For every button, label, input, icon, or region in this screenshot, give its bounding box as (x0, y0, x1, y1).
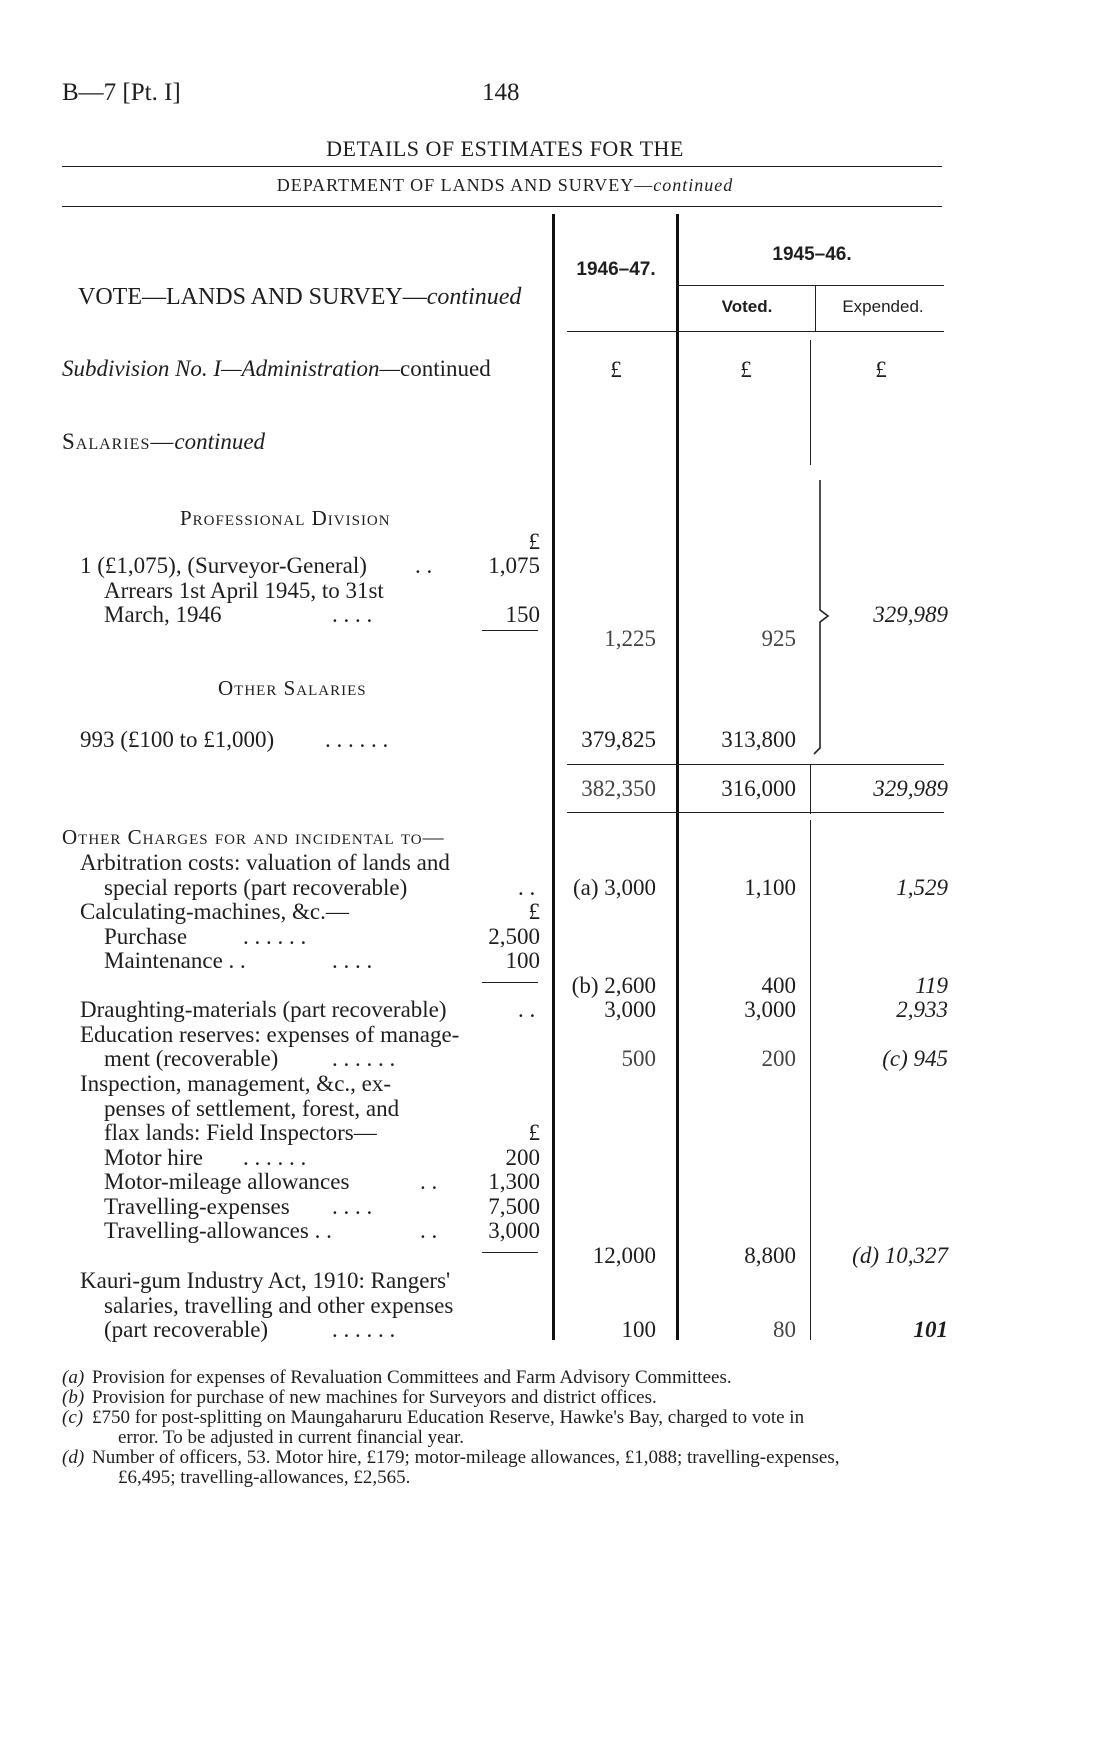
surveyor-general-line: 1 (£1,075), (Surveyor-General) (80, 553, 367, 578)
professional-voted: 925 (761, 626, 796, 651)
surveyor-general-dots: . . (415, 553, 433, 578)
vote-heading (78, 285, 521, 309)
subdivision-heading (62, 357, 491, 380)
kauri-gum-line-3: (part recoverable) (104, 1317, 269, 1342)
other-salaries-dots: . . . . . . (325, 727, 389, 752)
calculating-voted: 400 (761, 973, 796, 998)
inspection-line-2: penses of settlement, forest, and (104, 1096, 400, 1121)
arrears-line: Arrears 1st April 1945, to 31st (104, 578, 384, 603)
motor-hire-label: Motor hire (104, 1145, 204, 1170)
calculating-machines-heading: Calculating-machines, &c.— (80, 899, 349, 924)
kauri-gum-dots: . . . . . . (332, 1317, 396, 1342)
purchase-dots: . . . . . . (243, 924, 307, 949)
inspection-1946: 12,000 (592, 1243, 656, 1268)
salaries-total-expended: 329,989 (873, 776, 948, 801)
arrears-date: March, 1946 (104, 602, 222, 627)
inspection-line-3: flax lands: Field Inspectors— (104, 1120, 377, 1145)
inspection-expended: (d) 10,327 (852, 1243, 948, 1268)
travelling-allowances-label: Travelling-allowances . . (104, 1218, 332, 1243)
page-title: DETAILS OF ESTIMATES FOR THE (326, 136, 684, 161)
subtitle-main: DEPARTMENT OF LANDS AND SURVEY— (276, 175, 654, 195)
subtitle-continued: continued (653, 175, 734, 195)
kauri-gum-1946: 100 (621, 1317, 656, 1342)
title-rule (62, 166, 942, 167)
salaries-total-voted: 316,000 (721, 776, 796, 801)
footnote-c-text-2: error. To be adjusted in current financial year. (118, 1427, 464, 1448)
education-1946: 500 (621, 1046, 656, 1071)
page-number: 148 (482, 79, 520, 106)
vote-heading-main: VOTE—LANDS AND SURVEY— (78, 284, 427, 310)
surveyor-general-amount: 1,075 (488, 553, 540, 578)
footnote-c-mark: (c) (62, 1407, 84, 1428)
draughting-expended: 2,933 (896, 997, 948, 1022)
pound-expended: £ (875, 357, 887, 382)
column-1945-46: 1945–46. (772, 244, 852, 265)
footnote-d-text-2: £6,495; travelling-allowances, £2,565. (118, 1467, 411, 1488)
arbitration-voted: 1,100 (744, 875, 796, 900)
kauri-gum-line-1: Kauri-gum Industry Act, 1910: Rangers' (80, 1268, 451, 1293)
travelling-expenses-label: Travelling-expenses (104, 1194, 290, 1219)
other-salaries-heading: Other Salaries (218, 676, 367, 700)
other-charges-heading: Other Charges for and incidental to— (62, 825, 445, 849)
column-rule-voted-head (815, 286, 816, 332)
other-salaries-1946: 379,825 (581, 727, 656, 752)
pound-1946: £ (610, 357, 622, 382)
inspection-subtotal-rule (482, 1252, 538, 1253)
travelling-allowances-amount: 3,000 (488, 1218, 540, 1243)
motor-mileage-dots: . . (420, 1169, 438, 1194)
inspection-pound: £ (528, 1120, 540, 1145)
column-rule-voted-total (810, 764, 811, 814)
arbitration-1946: (a) 3,000 (572, 875, 656, 900)
maintenance-label: Maintenance . . (104, 948, 246, 973)
page-subtitle (0, 176, 1010, 194)
draughting-dots: . . (518, 997, 536, 1022)
motor-mileage-amount: 1,300 (488, 1169, 540, 1194)
professional-pound: £ (528, 529, 540, 554)
subdivision-name: Subdivision No. I—Administration— (62, 356, 400, 381)
travelling-expenses-amount: 7,500 (488, 1194, 540, 1219)
footnote-c-text-1: £750 for post-splitting on Maungaharuru Education Reserve, Hawke's Bay, charged to vote in (92, 1407, 805, 1428)
rule-total-bottom (567, 812, 944, 813)
subdivision-continued: continued (400, 356, 491, 381)
motor-hire-dots: . . . . . . (243, 1145, 307, 1170)
salaries-label: Salaries— (62, 429, 175, 454)
arbitration-line-1: Arbitration costs: valuation of lands and (80, 850, 450, 875)
education-line-2: ment (recoverable) (104, 1046, 279, 1071)
arrears-dots: . . . . (332, 602, 373, 627)
education-expended: (c) 945 (882, 1046, 948, 1071)
rule-1945-head (678, 285, 944, 286)
pound-voted: £ (740, 357, 752, 382)
motor-hire-amount: 200 (505, 1145, 540, 1170)
other-salaries-line: 993 (£100 to £1,000) (80, 727, 275, 752)
footnote-d-mark: (d) (62, 1447, 85, 1468)
travelling-allowances-dots: . . (420, 1218, 438, 1243)
column-rule-voted-lower (810, 820, 811, 1340)
maintenance-dots: . . . . (332, 948, 373, 973)
calculating-expended: 119 (915, 973, 948, 998)
calculating-pound: £ (528, 899, 540, 924)
calculating-1946: (b) 2,600 (571, 973, 656, 998)
arbitration-dots: . . (518, 875, 536, 900)
kauri-gum-line-2: salaries, travelling and other expenses (104, 1293, 454, 1318)
kauri-gum-expended: 101 (913, 1317, 948, 1342)
salaries-total-1946: 382,350 (581, 776, 656, 801)
education-line-1: Education reserves: expenses of manage- (80, 1022, 460, 1047)
professional-division-heading: Professional Division (180, 506, 391, 530)
footnote-a-mark: (a) (62, 1367, 85, 1388)
column-1946-47: 1946–47. (576, 259, 656, 280)
purchase-amount: 2,500 (488, 924, 540, 949)
inspection-line-1: Inspection, management, &c., ex- (80, 1071, 392, 1096)
salaries-heading (62, 430, 265, 453)
education-dots: . . . . . . (332, 1046, 396, 1071)
travelling-expenses-dots: . . . . (332, 1194, 373, 1219)
footnote-a-text: Provision for expenses of Revaluation Committees and Farm Advisory Committees. (92, 1367, 732, 1388)
draughting-line: Draughting-materials (part recoverable) (80, 997, 447, 1022)
other-salaries-voted: 313,800 (721, 727, 796, 752)
column-rule-main (552, 214, 555, 1340)
bracket-expended: 329,989 (873, 602, 948, 627)
page-reference: B—7 [Pt. I] (62, 79, 181, 106)
rule-total-top (567, 764, 944, 765)
maintenance-amount: 100 (505, 948, 540, 973)
purchase-label: Purchase (104, 924, 188, 949)
draughting-1946: 3,000 (604, 997, 656, 1022)
footnote-b-text: Provision for purchase of new machines for Surveyors and district offices. (92, 1387, 657, 1408)
vote-heading-continued: continued (426, 284, 522, 310)
draughting-voted: 3,000 (744, 997, 796, 1022)
column-voted: Voted. (721, 297, 773, 316)
calculating-subtotal-rule (482, 982, 538, 983)
rule-column-heads (567, 331, 944, 332)
footnote-b-mark: (b) (62, 1387, 85, 1408)
column-expended: Expended. (842, 297, 924, 316)
inspection-voted: 8,800 (744, 1243, 796, 1268)
professional-1946: 1,225 (604, 626, 656, 651)
arbitration-expended: 1,529 (896, 875, 948, 900)
kauri-gum-voted: 80 (773, 1317, 796, 1342)
column-rule-1946 (676, 214, 679, 1340)
professional-subtotal-rule (482, 630, 538, 631)
motor-mileage-label: Motor-mileage allowances (104, 1169, 350, 1194)
salaries-continued: continued (174, 429, 266, 454)
expended-bracket (812, 478, 842, 758)
subtitle-rule (62, 206, 942, 207)
arrears-amount: 150 (505, 602, 540, 627)
education-voted: 200 (761, 1046, 796, 1071)
arbitration-line-2: special reports (part recoverable) (104, 875, 408, 900)
footnote-d-text-1: Number of officers, 53. Motor hire, £179; motor-mileage allowances, £1,088; travelling-expenses, (92, 1447, 840, 1468)
